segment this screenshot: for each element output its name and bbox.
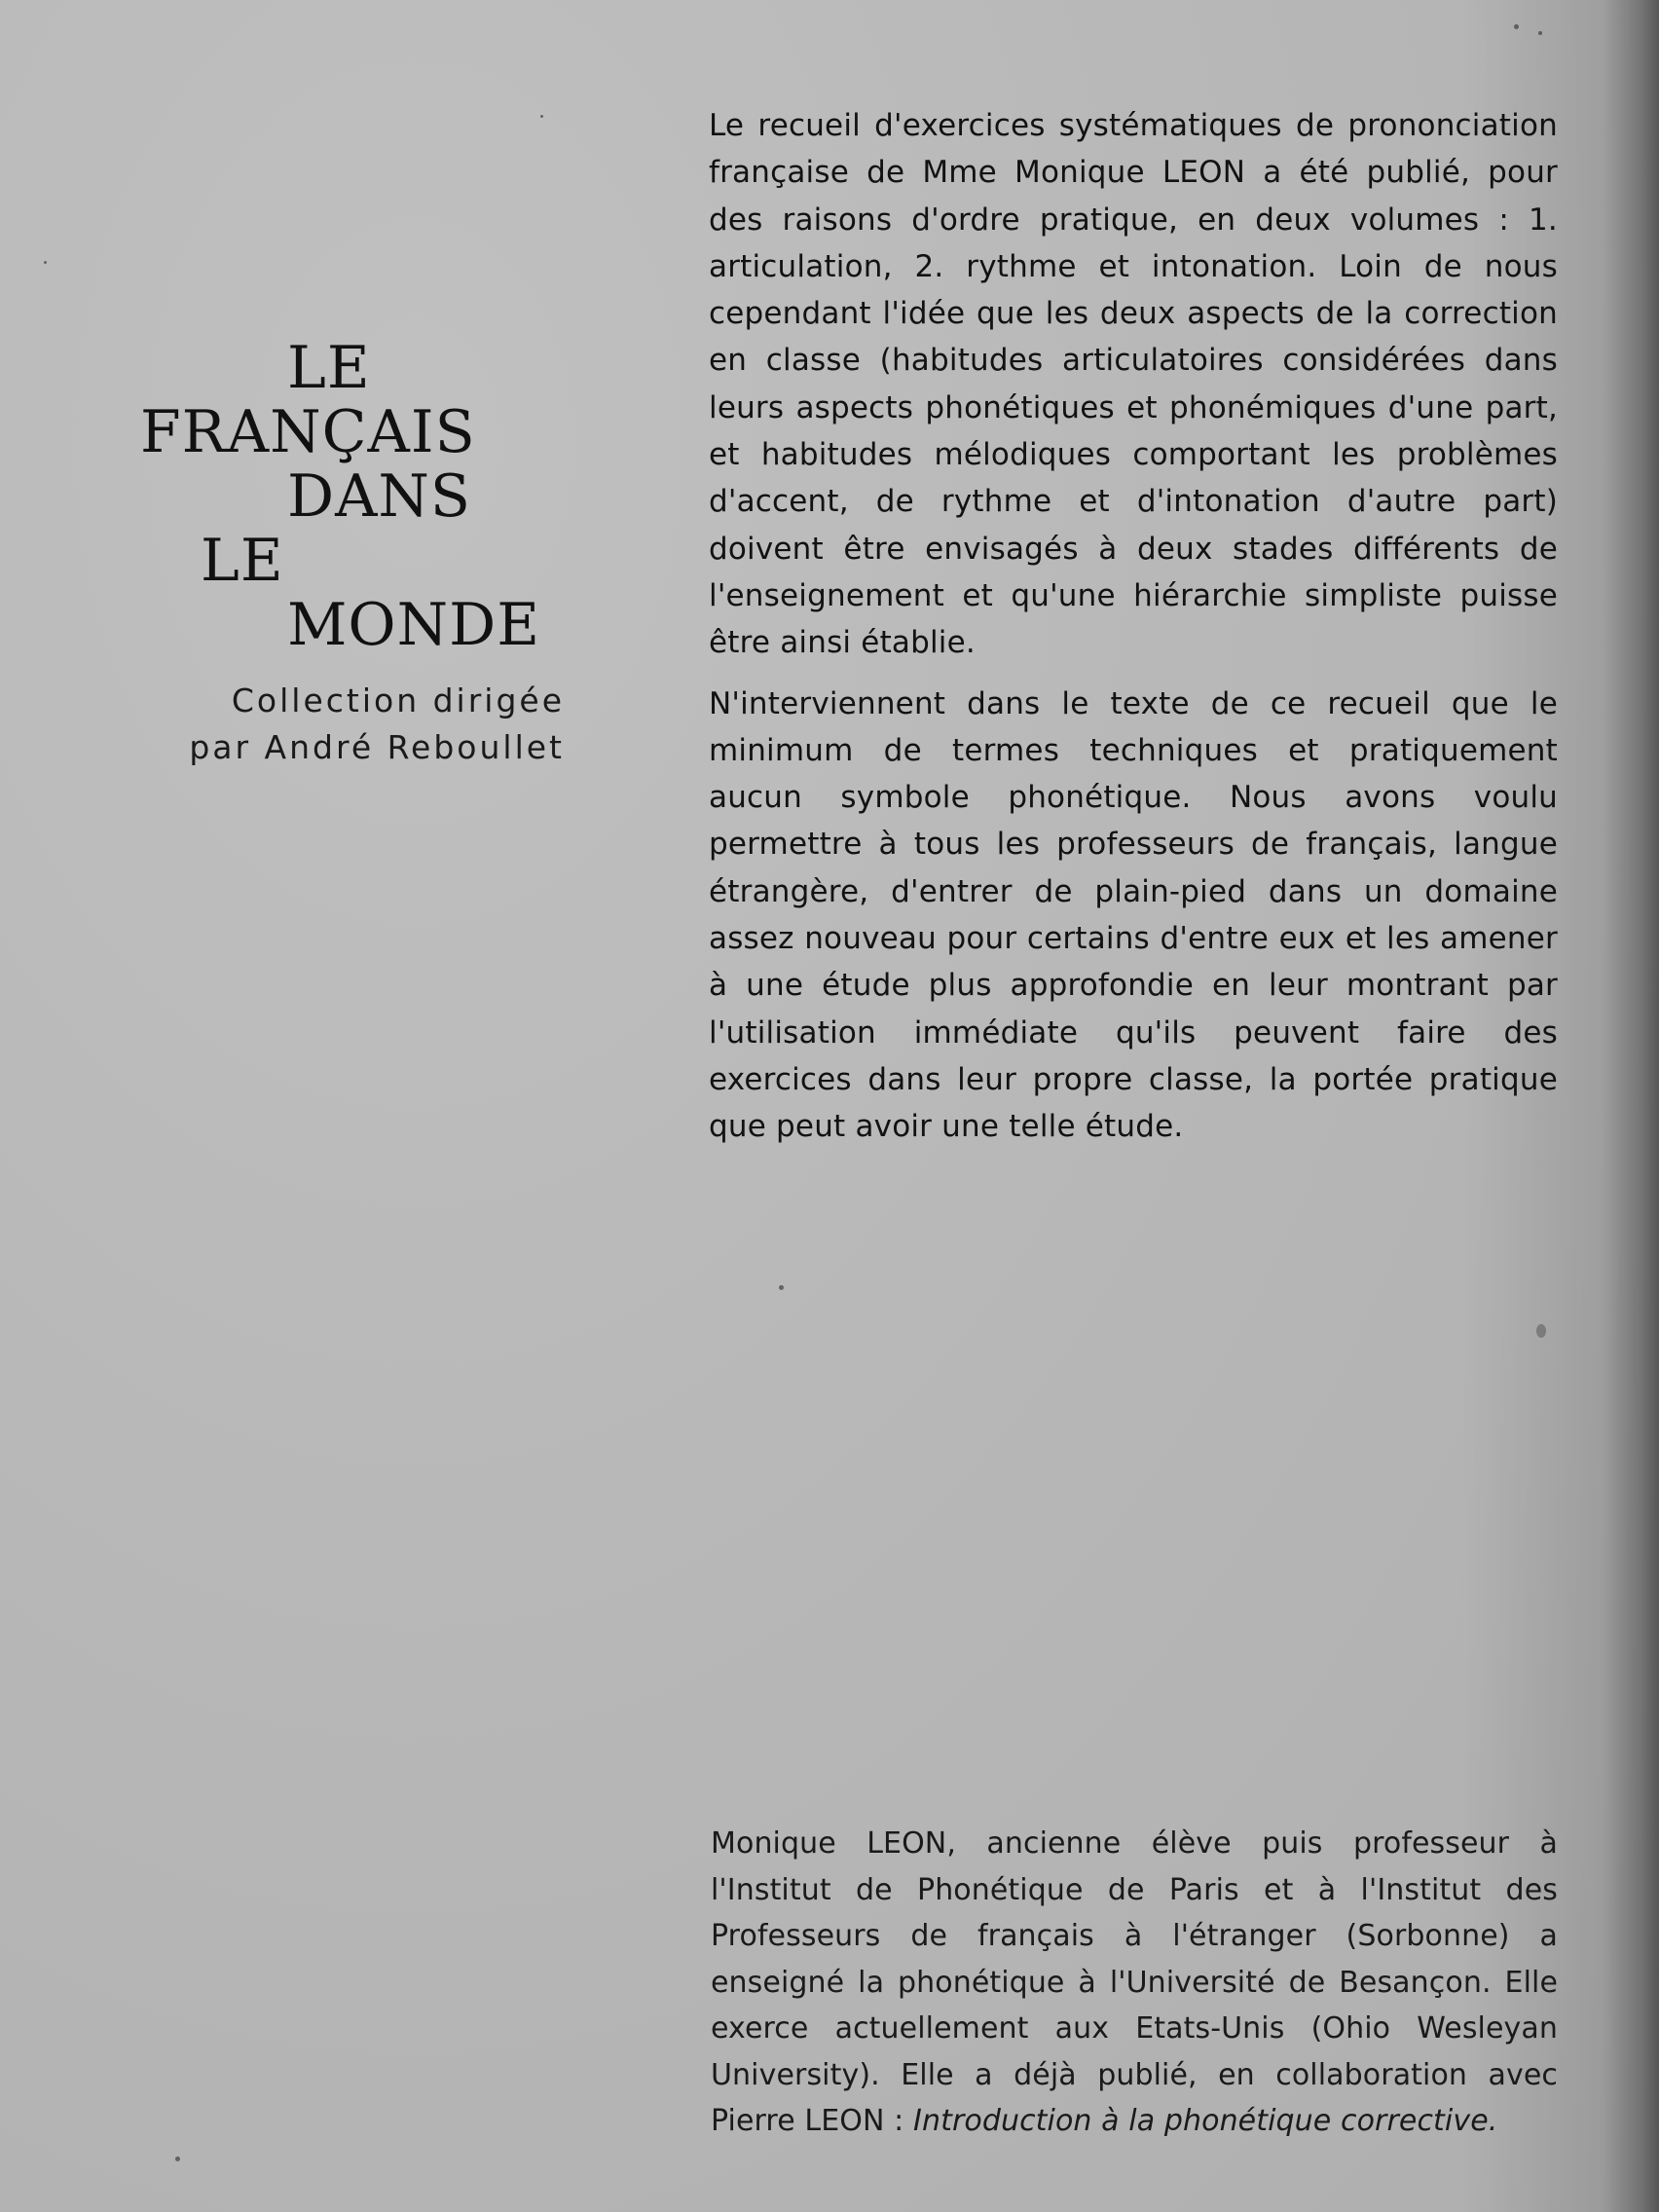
paper-speck: [1536, 1324, 1546, 1338]
series-title-line-3: DANS: [287, 462, 472, 531]
page-edge-shadow: [1601, 0, 1659, 2212]
paper-speck: [44, 261, 47, 264]
blurb-paragraph-1: Le recueil d'exercices systématiques de prononciation française de Mme Monique LEON a été publié, pour des raisons d'ordre pratique, en deux volumes : 1. articulation, 2. rythme et intonation. Loin de nous cependant l'idée que les deux aspects de la correction en classe (habitudes articulatoires considérées dans leurs aspects phonétiques et phonémiques d'une part, et habitudes mélodiques comportant les problèmes d'accent, de rythme et d'intonation d'autre part) doivent être envisagés à deux stades différents de l'enseignement et qu'une hiérarchie simpliste puisse être ainsi établie.: [709, 108, 1558, 661]
author-bio-text: Monique LEON, ancienne élève puis professeur à l'Institut de Phonétique de Paris et à l'Institut des Professeurs de français à l'étranger (Sorbonne) a enseigné la phonétique à l'Université de Besançon. Elle exerce actuellement aux Etats-Unis (Ohio Wesleyan University). Elle a déjà publié, en collaboration avec Pierre LEON :: [711, 1826, 1558, 2138]
series-title-line-4: LE: [201, 527, 284, 595]
paper-speck: [1538, 31, 1542, 35]
paper-speck: [779, 1285, 784, 1290]
paper-speck: [175, 2157, 180, 2161]
paper-speck: [1514, 24, 1519, 29]
blurb-paragraph-2: N'interviennent dans le texte de ce recueil que le minimum de termes techniques et pratiquement aucun symbole phonétique. Nous avons voulu permettre à tous les professeurs de français, langue étrangère, d'entrer de plain-pied dans un domaine assez nouveau pour certains d'entre eux et les amener à une étude plus approfondie en leur montrant par l'utilisation immédiate qu'ils peuvent faire des exercices dans leur propre classe, la portée pratique que peut avoir une telle étude.: [709, 685, 1558, 1145]
collection-line-1: Collection dirigée: [231, 682, 565, 719]
collection-editor-credit: [156, 678, 565, 771]
series-title-line-5: MONDE: [287, 591, 541, 659]
series-title-line-1: LE: [287, 334, 371, 402]
series-title-line-2: FRANÇAIS: [140, 398, 476, 466]
book-title-reference: Introduction à la phonétique corrective.: [913, 2104, 1498, 2138]
collection-line-2: par André Reboullet: [189, 728, 565, 766]
author-bio-paragraph: [711, 1821, 1558, 2145]
paper-speck: [540, 115, 543, 118]
author-bio: [711, 1821, 1558, 2145]
blurb-text: [709, 102, 1558, 1164]
